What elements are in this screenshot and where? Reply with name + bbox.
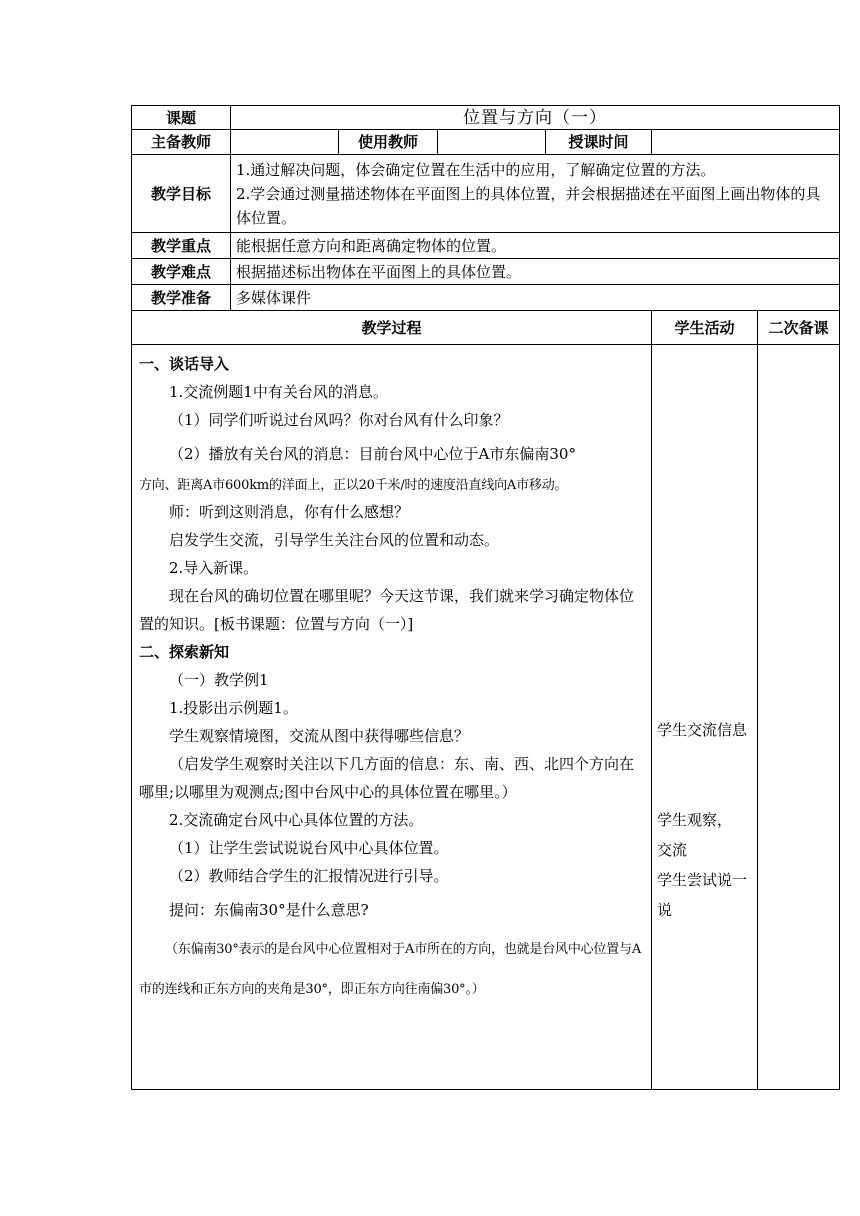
process-line: （启发学生观察时关注以下几方面的信息：东、南、西、北四个方向在哪里;以哪里为观测点;图中台风中心的具体位置在哪里。） [139,755,635,801]
lead-teacher-value [231,130,339,155]
process-line: （1）同学们听说过台风吗？你对台风有什么印象？ [169,411,509,429]
activity-spacer [657,345,752,715]
key-point-text: 能根据任意方向和距离确定物体的位置。 [231,233,840,259]
goals-label: 教学目标 [132,155,231,233]
preparation-label: 教学准备 [132,285,231,311]
secondary-column-header: 二次备课 [758,311,840,345]
activity-line: 学生尝试说一说 [657,871,748,919]
process-line: 启发学生交流，引导学生关注台风的位置和动态。 [169,531,500,549]
process-line: （2）教师结合学生的汇报情况进行引导。 [169,867,449,885]
class-time-label: 授课时间 [546,130,652,155]
section-heading: 一、谈话导入 [139,355,230,373]
difficulty-row [132,259,840,285]
difficulty-label: 教学难点 [132,259,231,285]
process-line: （东偏南30°表示的是台风中心位置相对于A市所在的方向，也就是台风中心位置与A市的连线和正东方向的夹角是30°，即正东方向往南偏30°。） [139,942,642,997]
student-activity-content [652,345,758,1090]
process-line: （一）教学例1 [169,671,269,689]
section-heading: 二、探索新知 [139,643,230,661]
process-line: （1）让学生尝试说说台风中心具体位置。 [169,839,449,857]
activity-line: 交流 [657,841,688,859]
process-line: 1.交流例题1中有关台风的消息。 [169,383,388,401]
preparation-text: 多媒体课件 [231,285,840,311]
process-line: 方向、距离A市600km的洋面上，正以20千米/时的速度沿直线向A市移动。 [139,478,568,493]
lesson-plan-table [131,105,840,1090]
class-time-value [652,130,840,155]
topic-label: 课题 [132,106,231,130]
lesson-plan-page [131,105,839,1090]
process-line: 师：听到这则消息，你有什么感想？ [169,503,410,521]
process-line: 提问：东偏南30°是什么意思? [169,901,369,919]
activity-line: 学生交流信息 [657,721,748,739]
process-line: 学生观察情境图，交流从图中获得哪些信息？ [169,727,470,745]
topic-title: 位置与方向（一） [231,106,840,130]
secondary-prep-content [758,345,840,1090]
process-column-header: 教学过程 [132,311,652,345]
activity-line: 学生观察， [657,811,733,829]
using-teacher-label: 使用教师 [339,130,438,155]
goal-item: 2.学会通过测量描述物体在平面图上的具体位置，并会根据描述在平面图上画出物体的具体位置。 [236,184,821,227]
student-column-header: 学生活动 [652,311,758,345]
using-teacher-value [438,130,546,155]
goals-row [132,155,840,233]
difficulty-text: 根据描述标出物体在平面图上的具体位置。 [231,259,840,285]
process-row [132,345,840,1090]
goals-content [231,155,840,233]
process-line: 2.导入新课。 [169,559,259,577]
key-point-row [132,233,840,259]
preparation-row [132,285,840,311]
topic-row [132,106,840,130]
key-point-label: 教学重点 [132,233,231,259]
lead-teacher-label: 主备教师 [132,130,231,155]
process-line: 现在台风的确切位置在哪里呢？今天这节课，我们就来学习确定物体位置的知识。[板书课题：位置与方向（一）] [139,587,635,633]
process-line: 2.交流确定台风中心具体位置的方法。 [169,811,424,829]
teacher-row [132,130,840,155]
process-content [132,345,652,1090]
activity-spacer [657,745,752,805]
process-line: （2）播放有关台风的消息：目前台风中心位于A市东偏南30° [169,445,576,463]
process-line: 1.投影出示例题1。 [169,699,298,717]
goal-item: 1.通过解决问题，体会确定位置在生活中的应用，了解确定位置的方法。 [236,160,716,179]
columns-header-row [132,311,840,345]
